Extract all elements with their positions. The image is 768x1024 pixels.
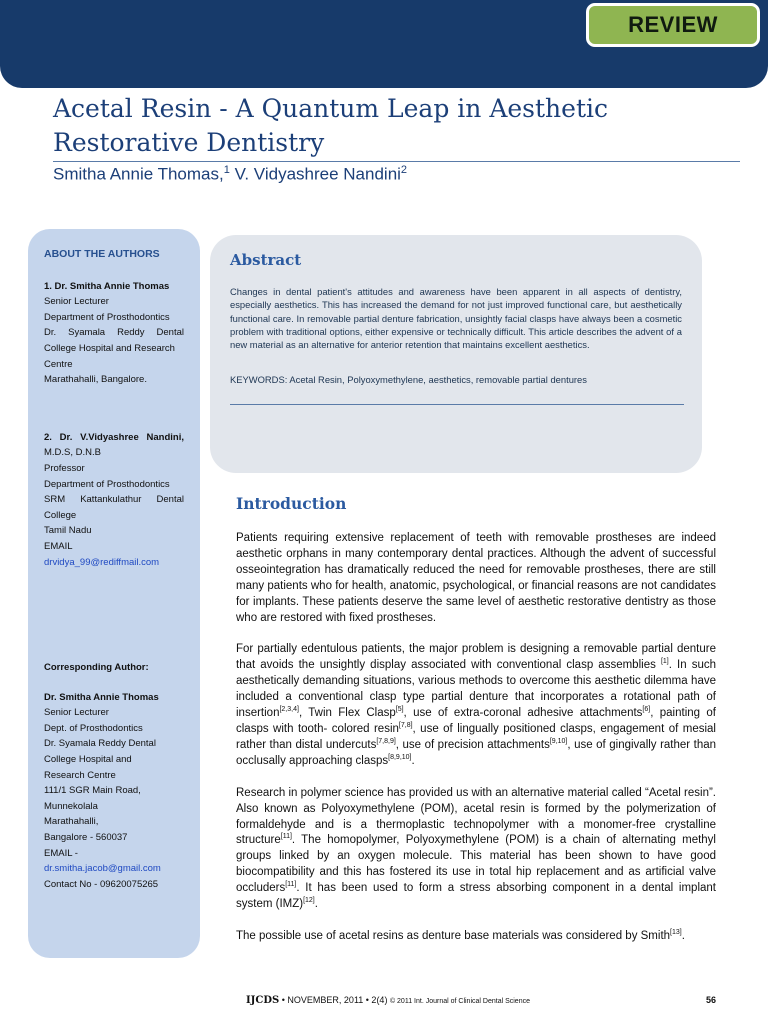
author-1-affiliation: 1 xyxy=(223,164,230,176)
corresponding-line: EMAIL - xyxy=(44,847,78,859)
author1-line: Centre xyxy=(44,358,73,370)
author2-email-link[interactable]: drvidya_99@rediffmail.com xyxy=(44,556,160,568)
article-title: Acetal Resin - A Quantum Leap in Aesthetic Restorative Dentistry xyxy=(53,94,608,157)
about-authors-sidebar xyxy=(28,229,200,958)
corresponding-line: College Hospital and xyxy=(44,754,132,766)
author1-name: 1. Dr. Smitha Annie Thomas xyxy=(44,280,170,292)
corresponding-line: Dr. Syamala Reddy Dental xyxy=(44,738,156,750)
corresponding-email-link[interactable]: dr.smitha.jacob@gmail.com xyxy=(44,863,161,875)
journal-abbrev: IJCDS xyxy=(246,995,280,1006)
journal-copyright: © 2011 Int. Journal of Clinical Dental Science xyxy=(389,998,530,1005)
corresponding-line: Senior Lecturer xyxy=(44,707,109,719)
author2-line: Department of Prosthodontics xyxy=(44,478,170,490)
introduction-body xyxy=(236,531,716,961)
author1-line: Department of Prosthodontics xyxy=(44,311,170,323)
author-1: Smitha Annie Thomas, xyxy=(53,164,224,184)
corresponding-line: 111/1 SGR Main Road, xyxy=(44,785,141,797)
citation: [5] xyxy=(395,706,404,714)
author1-line: Senior Lecturer xyxy=(44,296,109,308)
corresponding-contact: Contact No - 09620075265 xyxy=(44,878,159,890)
citation: [12] xyxy=(303,897,315,905)
abstract-box xyxy=(210,235,702,473)
citation: [11] xyxy=(280,833,292,841)
intro-paragraph-4: The possible use of acetal resins as denture base materials was considered by Smith[13]. xyxy=(236,929,685,942)
citation: [7,8,9] xyxy=(376,738,396,746)
author-2: V. Vidyashree Nandini xyxy=(229,164,401,184)
citation: [8,9,10] xyxy=(388,753,412,761)
citation: [7,8] xyxy=(398,722,413,730)
corresponding-line: Dept. of Prosthodontics xyxy=(44,722,143,734)
author2-line: SRM Kattankulathur Dental xyxy=(44,494,184,506)
introduction-heading: Introduction xyxy=(236,494,347,513)
citation: [1] xyxy=(660,658,669,666)
corresponding-heading: Corresponding Author: xyxy=(44,662,149,674)
abstract-text: Changes in dental patient's attitudes and awareness have been apparent in all aspects of dentistry, especially aesthetics. This has increased the demand for not just improved functional care, but aesthetically functional care. In removable partial denture fabrication, unsightly facial clasps have always been a cosmetic problem with traditional options, either expensive or technically difficult. This article describes the advent of a new material as an alternative for anterior retention that maintains excellent aesthetics. xyxy=(230,286,682,351)
about-authors-heading: ABOUT THE AUTHORS xyxy=(44,248,160,260)
author2-line: M.D.S, D.N.B xyxy=(44,447,102,459)
author2-line: Professor xyxy=(44,462,85,474)
page-number: 56 xyxy=(706,995,717,1005)
intro-paragraph-2: For partially edentulous patients, the major problem is designing a removable partial denture that avoids the unsightly display associated with conventional clasp assemblies [1]. In such aesthetically demanding situations, various methods to overcome this aesthetic dilemma have included a conventional clasp type partial denture that incorporates a rotational path of insertion[2,3,4], Twin Flex Clasp[5], use of extra-coronal adhesive attachments[6], painting of clasps with tooth- colored resin[7,8], use of lingually positioned clasps, engagement of mesial rather than distal undercuts[7,8,9], use of precision attachments[9,10], use of gingivally rather than occlusally approaching clasps[8,9,10]. xyxy=(236,643,717,767)
author1-line: College Hospital and Research xyxy=(44,342,175,354)
corresponding-line: Munnekolala xyxy=(44,800,98,812)
author2-line: College xyxy=(44,509,77,521)
title-divider xyxy=(53,161,740,162)
citation: [2,3,4] xyxy=(279,706,299,714)
review-badge: REVIEW xyxy=(586,3,760,47)
author2-name: 2. Dr. V.Vidyashree Nandini, xyxy=(44,431,184,443)
author-line xyxy=(53,164,407,185)
author2-line: Tamil Nadu xyxy=(44,525,92,537)
intro-paragraph-3: Research in polymer science has provided us with an alternative material called “Acetal resin”. Also known as Polyoxymethylene (POM), acetal resin is formed by the polymerization of formaldehyde and is a thermoplastic technopolymer with a monomer-free crystalline structure[11]. The homopolymer, Polyoxymethylene (POM) is a chain of alternating methyl groups linked by an oxygen molecule. This material has been shown to have good biocompatibility and this has fostered its use in total hip replacement and as artificial valve occluders[11]. It has been used to form a stress absorbing component in a dental implant system (IMZ)[12]. xyxy=(236,786,716,911)
corresponding-name: Dr. Smitha Annie Thomas xyxy=(44,691,159,703)
author2-line: EMAIL xyxy=(44,540,73,552)
abstract-heading: Abstract xyxy=(230,251,302,269)
citation: [9,10] xyxy=(549,738,568,746)
author-2-affiliation: 2 xyxy=(400,164,408,176)
corresponding-line: Research Centre xyxy=(44,769,116,781)
journal-issue: • NOVEMBER, 2011 • 2(4) xyxy=(279,995,390,1005)
author1-line: Marathahalli, Bangalore. xyxy=(44,374,147,386)
keywords: KEYWORDS: Acetal Resin, Polyoxymethylene, aesthetics, removable partial dentures xyxy=(230,374,587,386)
citation: [13] xyxy=(670,929,682,937)
intro-paragraph-1: Patients requiring extensive replacement of teeth with removable prostheses are indeed aesthetic orphans in many contemporary dental practices. Although the advent of successful osseointegration has dramatically reduced the need for removable prostheses, there are still many patients who for health, anatomic, psychological, or financial reasons are not candidates for implants. These patients deserve the same level of aesthetic restorative dentistry as those who are restored with fixed prostheses. xyxy=(236,532,716,624)
author1-line: Dr. Syamala Reddy Dental xyxy=(44,327,184,339)
abstract-divider xyxy=(230,404,684,405)
corresponding-line: Marathahalli, xyxy=(44,816,99,828)
citation: [6] xyxy=(642,706,651,714)
corresponding-line: Bangalore - 560037 xyxy=(44,832,128,844)
journal-info xyxy=(246,995,530,1006)
citation: [11] xyxy=(285,881,297,889)
